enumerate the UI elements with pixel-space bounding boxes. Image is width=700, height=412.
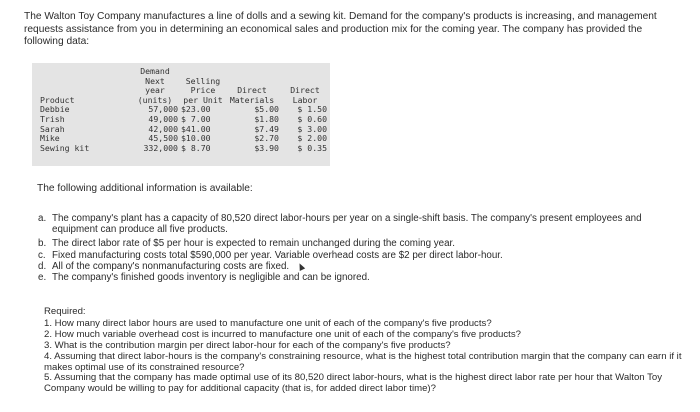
table-header-cell: Labor [292, 94, 318, 105]
table-cell: $23.00 [181, 104, 211, 115]
table-header-cell: Next [145, 75, 165, 86]
table-cell: 42,000 [148, 123, 178, 134]
required-title: Required: [44, 306, 86, 317]
list-item [36, 261, 676, 272]
list-item-text: The direct labor rate of $5 per hour is expected to remain unchanged during the coming year. [52, 238, 456, 250]
list-item-text: All of the company's nonmanufacturing costs are fixed. [52, 260, 290, 272]
table-cell: $ 0.60 [297, 113, 327, 124]
list-item-text: The company's plant has a capacity of 80,520 direct labor-hours per year on a single-shift basis. The company's present employees and equipment can produce all five products. [52, 213, 642, 236]
table-cell: $ 8.70 [181, 142, 211, 153]
list-marker: e. [38, 272, 47, 284]
intro-paragraph: The Walton Toy Company manufactures a line of dolls and a sewing kit. Demand for the company's products is increasing, and management requests assistance from you in determining an economical sales and production mix for the coming year. The company has provided the following data: [24, 11, 657, 48]
question-item: 4. Assuming that direct labor-hours is the company's constraining resource, what is the highest total contribution margin that the company can earn if it makes optimal use of its constrained resource? [44, 350, 682, 373]
table-cell: $1.80 [254, 113, 279, 124]
list-item-text: Fixed manufacturing costs total $590,000 per year. Variable overhead costs are $2 per direct labor-hour. [52, 249, 503, 261]
question-item: 1. How many direct labor hours are used to manufacture one unit of each of the company's five products? [44, 317, 492, 329]
table-row [40, 144, 327, 154]
table-cell: $3.90 [254, 142, 279, 153]
table-cell: 332,000 [143, 142, 178, 153]
table-cell: Debbie [40, 104, 70, 115]
table-cell: Mike [40, 133, 60, 144]
list-marker: a. [38, 213, 47, 224]
list-item [36, 250, 676, 261]
additional-info-list [36, 213, 676, 283]
table-header-cell: Product [40, 94, 75, 105]
table-cell: $ 2.00 [297, 133, 327, 144]
table-header-cell: Selling [185, 75, 221, 86]
list-item [36, 238, 676, 249]
table-cell: $41.00 [181, 123, 211, 134]
list-item-text: The company's finished goods inventory is negligible and can be ignored. [52, 272, 370, 284]
list-marker: c. [38, 249, 46, 261]
table-cell: $ 0.35 [297, 142, 327, 153]
table-header-cell: Price [190, 85, 216, 96]
table-cell: $10.00 [181, 133, 211, 144]
question-item: 2. How much variable overhead cost is incurred to manufacture one unit of each of the company's five products? [44, 328, 521, 340]
table-cell: 49,000 [148, 113, 178, 124]
table-header-row [40, 77, 327, 87]
mouse-cursor-icon [297, 262, 305, 271]
table-cell: 57,000 [148, 104, 178, 115]
list-item [36, 272, 676, 283]
list-item [36, 213, 676, 235]
table-cell: $ 7.00 [181, 113, 211, 124]
table-header-cell: (units) [137, 94, 173, 105]
table-cell: 45,500 [148, 133, 178, 144]
required-questions-list [44, 319, 684, 395]
table-cell: $2.70 [254, 133, 279, 144]
table-header-cell [40, 67, 132, 77]
table-cell: Trish [40, 113, 65, 124]
table-cell: $ 3.00 [297, 123, 327, 134]
table-header-cell: Direct [237, 85, 267, 96]
table-cell: $5.00 [254, 104, 279, 115]
table-header-cell [225, 67, 283, 77]
table-cell: Sewing kit [40, 142, 90, 153]
table-cell: $7.49 [254, 123, 279, 134]
question-item: 3. What is the contribution margin per direct labor-hour for each of the company's five products? [44, 339, 451, 351]
product-data-table [40, 67, 327, 153]
table-header-cell: Direct [290, 85, 320, 96]
table-cell: Sarah [40, 123, 65, 134]
table-header-cell [283, 67, 327, 77]
list-marker: d. [38, 260, 47, 272]
table-header-cell [40, 77, 132, 87]
table-cell: $ 1.50 [297, 104, 327, 115]
table-header-cell: Materials [229, 94, 275, 105]
required-section [44, 307, 684, 395]
question-item: 5. Assuming that the company has made optimal use of its 80,520 direct labor-hours, what is the highest direct labor rate per hour that Walton Toy Company would be willing to pay for additional capacity (that is, for added direct labor time)? [44, 372, 663, 395]
table-header-row [40, 67, 327, 77]
list-marker: b. [38, 238, 47, 250]
additional-info-heading: The following additional information is available: [37, 183, 253, 194]
table-header-cell: Demand [140, 66, 170, 76]
table-header-cell: year [145, 85, 165, 96]
table-header-cell: per Unit [183, 94, 223, 105]
